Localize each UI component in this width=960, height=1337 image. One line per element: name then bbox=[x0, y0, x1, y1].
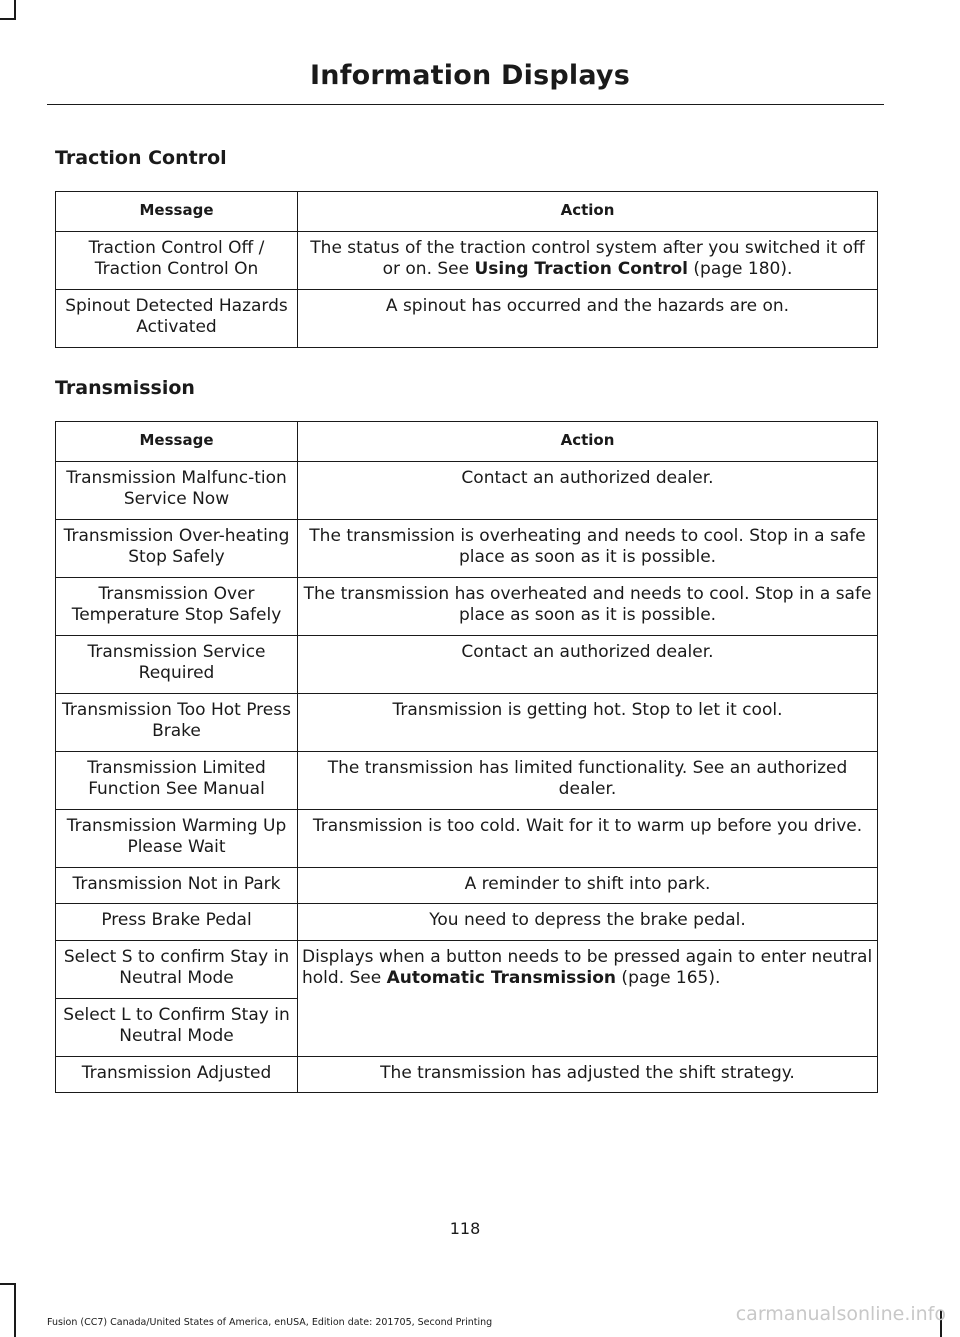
table-row bbox=[56, 693, 878, 751]
action-cell bbox=[298, 940, 878, 1056]
column-header-action: Action bbox=[298, 422, 878, 462]
table-row bbox=[56, 577, 878, 635]
section-title-traction: Traction Control bbox=[55, 147, 227, 169]
message-cell: Traction Control Off / Traction Control On bbox=[56, 231, 298, 289]
action-cell bbox=[298, 231, 878, 289]
message-cell: Select S to confirm Stay in Neutral Mode bbox=[56, 940, 298, 998]
crop-mark bbox=[0, 18, 16, 20]
action-cell: A reminder to shift into park. bbox=[298, 867, 878, 904]
table-row bbox=[56, 867, 878, 904]
message-cell: Transmission Over Temperature Stop Safely bbox=[56, 577, 298, 635]
message-cell: Transmission Not in Park bbox=[56, 867, 298, 904]
action-cell: The transmission has adjusted the shift strategy. bbox=[298, 1056, 878, 1093]
header-divider bbox=[47, 104, 884, 105]
message-cell: Transmission Adjusted bbox=[56, 1056, 298, 1093]
crop-mark bbox=[0, 1283, 16, 1285]
watermark: carmanualsonline.info bbox=[735, 1303, 946, 1325]
message-cell: Transmission Over-heating Stop Safely bbox=[56, 519, 298, 577]
action-cell: A spinout has occurred and the hazards are on. bbox=[298, 289, 878, 347]
table-row bbox=[56, 904, 878, 941]
column-header-message: Message bbox=[56, 192, 298, 232]
message-cell: Spinout Detected Hazards Activated bbox=[56, 289, 298, 347]
action-cell: Transmission is too cold. Wait for it to warm up before you drive. bbox=[298, 809, 878, 867]
message-cell: Select L to Confirm Stay in Neutral Mode bbox=[56, 998, 298, 1056]
table-row bbox=[56, 940, 878, 998]
action-text: Displays when a button needs to be pressed again to enter neutral hold. See bbox=[302, 946, 873, 988]
message-cell: Transmission Too Hot Press Brake bbox=[56, 693, 298, 751]
action-cell: The transmission has overheated and needs to cool. Stop in a safe place as soon as it is possible. bbox=[298, 577, 878, 635]
page-title: Information Displays bbox=[310, 60, 630, 91]
message-cell: Transmission Limited Function See Manual bbox=[56, 751, 298, 809]
section-title-transmission: Transmission bbox=[55, 377, 195, 399]
cross-reference-link[interactable]: Automatic Transmission bbox=[386, 968, 617, 988]
column-header-action: Action bbox=[298, 192, 878, 232]
page-reference: (page 165). bbox=[616, 968, 721, 988]
action-cell: You need to depress the brake pedal. bbox=[298, 904, 878, 941]
transmission-table bbox=[55, 421, 878, 1093]
crop-mark bbox=[14, 0, 16, 20]
footer-edition-info: Fusion (CC7) Canada/United States of America, enUSA, Edition date: 201705, Second Printing bbox=[47, 1317, 493, 1328]
table-header-row bbox=[56, 192, 878, 232]
column-header-message: Message bbox=[56, 422, 298, 462]
message-cell: Press Brake Pedal bbox=[56, 904, 298, 941]
message-cell: Transmission Service Required bbox=[56, 635, 298, 693]
table-row bbox=[56, 1056, 878, 1093]
cross-reference-link[interactable]: Using Traction Control bbox=[474, 259, 689, 279]
page-reference: (page 180). bbox=[688, 259, 793, 279]
action-cell: Contact an authorized dealer. bbox=[298, 635, 878, 693]
action-cell: The transmission is overheating and needs to cool. Stop in a safe place as soon as it is possible. bbox=[298, 519, 878, 577]
crop-mark bbox=[14, 1283, 16, 1337]
table-row bbox=[56, 231, 878, 289]
table-row bbox=[56, 635, 878, 693]
page-number: 118 bbox=[449, 1219, 481, 1238]
table-row bbox=[56, 751, 878, 809]
traction-control-table bbox=[55, 191, 878, 348]
action-cell: The transmission has limited functionality. See an authorized dealer. bbox=[298, 751, 878, 809]
table-row bbox=[56, 289, 878, 347]
table-row bbox=[56, 809, 878, 867]
action-cell: Transmission is getting hot. Stop to let it cool. bbox=[298, 693, 878, 751]
table-row bbox=[56, 461, 878, 519]
action-text: The status of the traction control system after you switched it off or on. See bbox=[310, 237, 865, 279]
table-row bbox=[56, 519, 878, 577]
table-header-row bbox=[56, 422, 878, 462]
action-cell: Contact an authorized dealer. bbox=[298, 461, 878, 519]
message-cell: Transmission Malfunc-tion Service Now bbox=[56, 461, 298, 519]
message-cell: Transmission Warming Up Please Wait bbox=[56, 809, 298, 867]
